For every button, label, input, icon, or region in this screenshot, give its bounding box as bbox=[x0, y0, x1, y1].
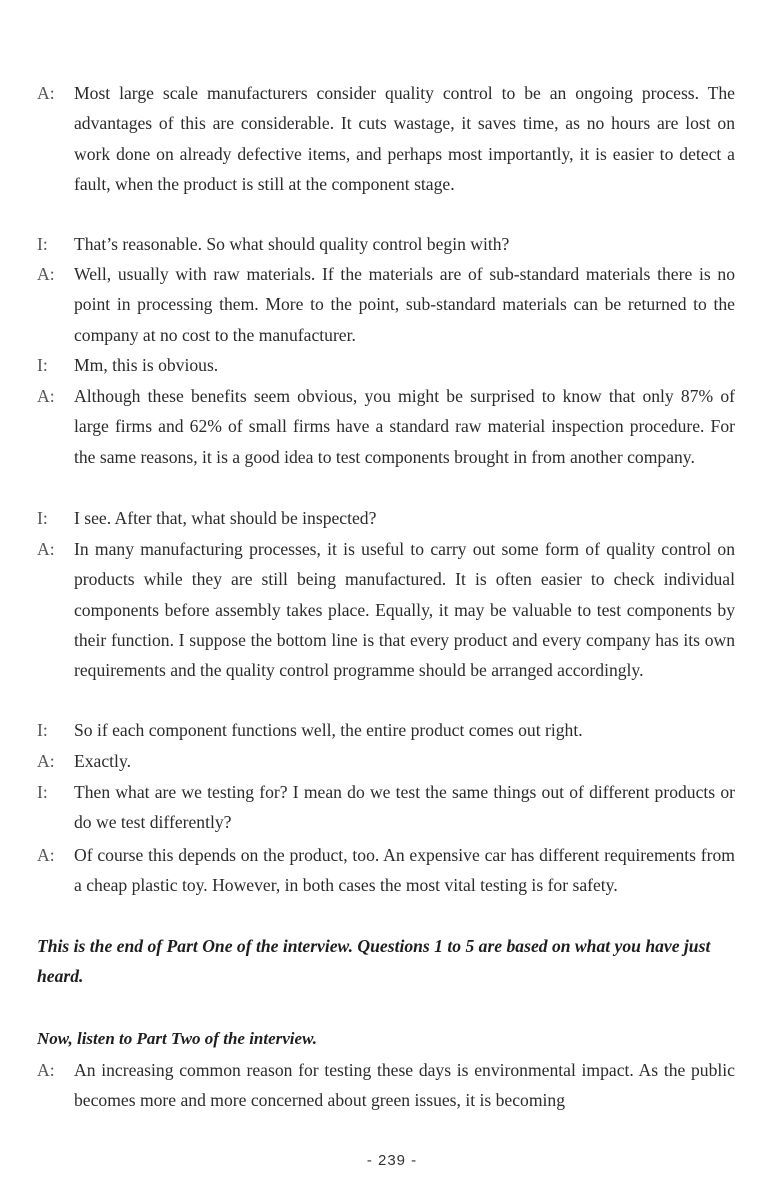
dialogue-turn bbox=[37, 259, 735, 350]
dialogue-turn bbox=[37, 381, 735, 472]
dialogue-text: Most large scale manufacturers consider quality control to be an ongoing process. The advantages of this are considerable. It cuts wastage, it saves time, as no hours are lost on work done on already defective items, and perhaps most importantly, it is easier to detect a fault, when the product is still at the component stage. bbox=[74, 83, 735, 194]
dialogue-turn bbox=[37, 350, 735, 380]
dialogue-turn bbox=[37, 1055, 735, 1116]
dialogue-text: Although these benefits seem obvious, you might be surprised to know that only 87% of large firms and 62% of small firms have a standard raw material inspection procedure. For the same reasons, it is a good idea to test components brought in from another company. bbox=[74, 386, 735, 467]
speaker-label: A: bbox=[37, 386, 55, 406]
dialogue-text: An increasing common reason for testing these days is environmental impact. As the public becomes more and more concerned about green issues, it is becoming bbox=[74, 1060, 735, 1111]
dialogue-turn bbox=[37, 534, 735, 685]
speaker-label: A: bbox=[37, 83, 55, 103]
dialogue-text: Mm, this is obvious. bbox=[74, 355, 219, 375]
speaker-label: A: bbox=[37, 539, 55, 559]
dialogue-turn bbox=[37, 229, 735, 259]
dialogue-turn bbox=[37, 746, 735, 776]
speaker-label: A: bbox=[37, 1060, 55, 1080]
dialogue-turn bbox=[37, 78, 735, 199]
speaker-label: I: bbox=[37, 234, 48, 254]
dialogue-turn bbox=[37, 777, 735, 838]
dialogue-text: Exactly. bbox=[74, 751, 131, 771]
part-two-heading: Now, listen to Part Two of the interview. bbox=[37, 1029, 318, 1048]
page-number: - 239 - bbox=[366, 1152, 418, 1169]
dialogue-turn bbox=[37, 503, 735, 533]
part-one-end-note: This is the end of Part One of the interview. Questions 1 to 5 are based on what you have just heard. bbox=[37, 936, 711, 987]
dialogue-text: So if each component functions well, the entire product comes out right. bbox=[74, 720, 583, 740]
dialogue-turn bbox=[37, 840, 735, 901]
speaker-label: I: bbox=[37, 508, 48, 528]
dialogue-text: I see. After that, what should be inspected? bbox=[74, 508, 377, 528]
speaker-label: A: bbox=[37, 845, 55, 865]
dialogue-text: That’s reasonable. So what should quality control begin with? bbox=[74, 234, 510, 254]
speaker-label: I: bbox=[37, 720, 48, 740]
dialogue-text: In many manufacturing processes, it is useful to carry out some form of quality control on products while they are still being manufactured. It is often easier to check individual components before assembly takes place. Equally, it may be valuable to test components by their function. I suppose the bottom line is that every product and every company has its own requirements and the quality control programme should be arranged accordingly. bbox=[74, 539, 735, 681]
speaker-label: A: bbox=[37, 751, 55, 771]
dialogue-text: Then what are we testing for? I mean do we test the same things out of different products or do we test differently? bbox=[74, 782, 735, 833]
dialogue-turn bbox=[37, 715, 735, 745]
dialogue-text: Well, usually with raw materials. If the materials are of sub-standard materials there is no point in processing them. More to the point, sub-standard materials can be returned to the company at no cost to the manufacturer. bbox=[74, 264, 735, 345]
dialogue-text: Of course this depends on the product, too. An expensive car has different requirements from a cheap plastic toy. However, in both cases the most vital testing is for safety. bbox=[74, 845, 735, 896]
speaker-label: I: bbox=[37, 355, 48, 375]
speaker-label: A: bbox=[37, 264, 55, 284]
speaker-label: I: bbox=[37, 782, 48, 802]
